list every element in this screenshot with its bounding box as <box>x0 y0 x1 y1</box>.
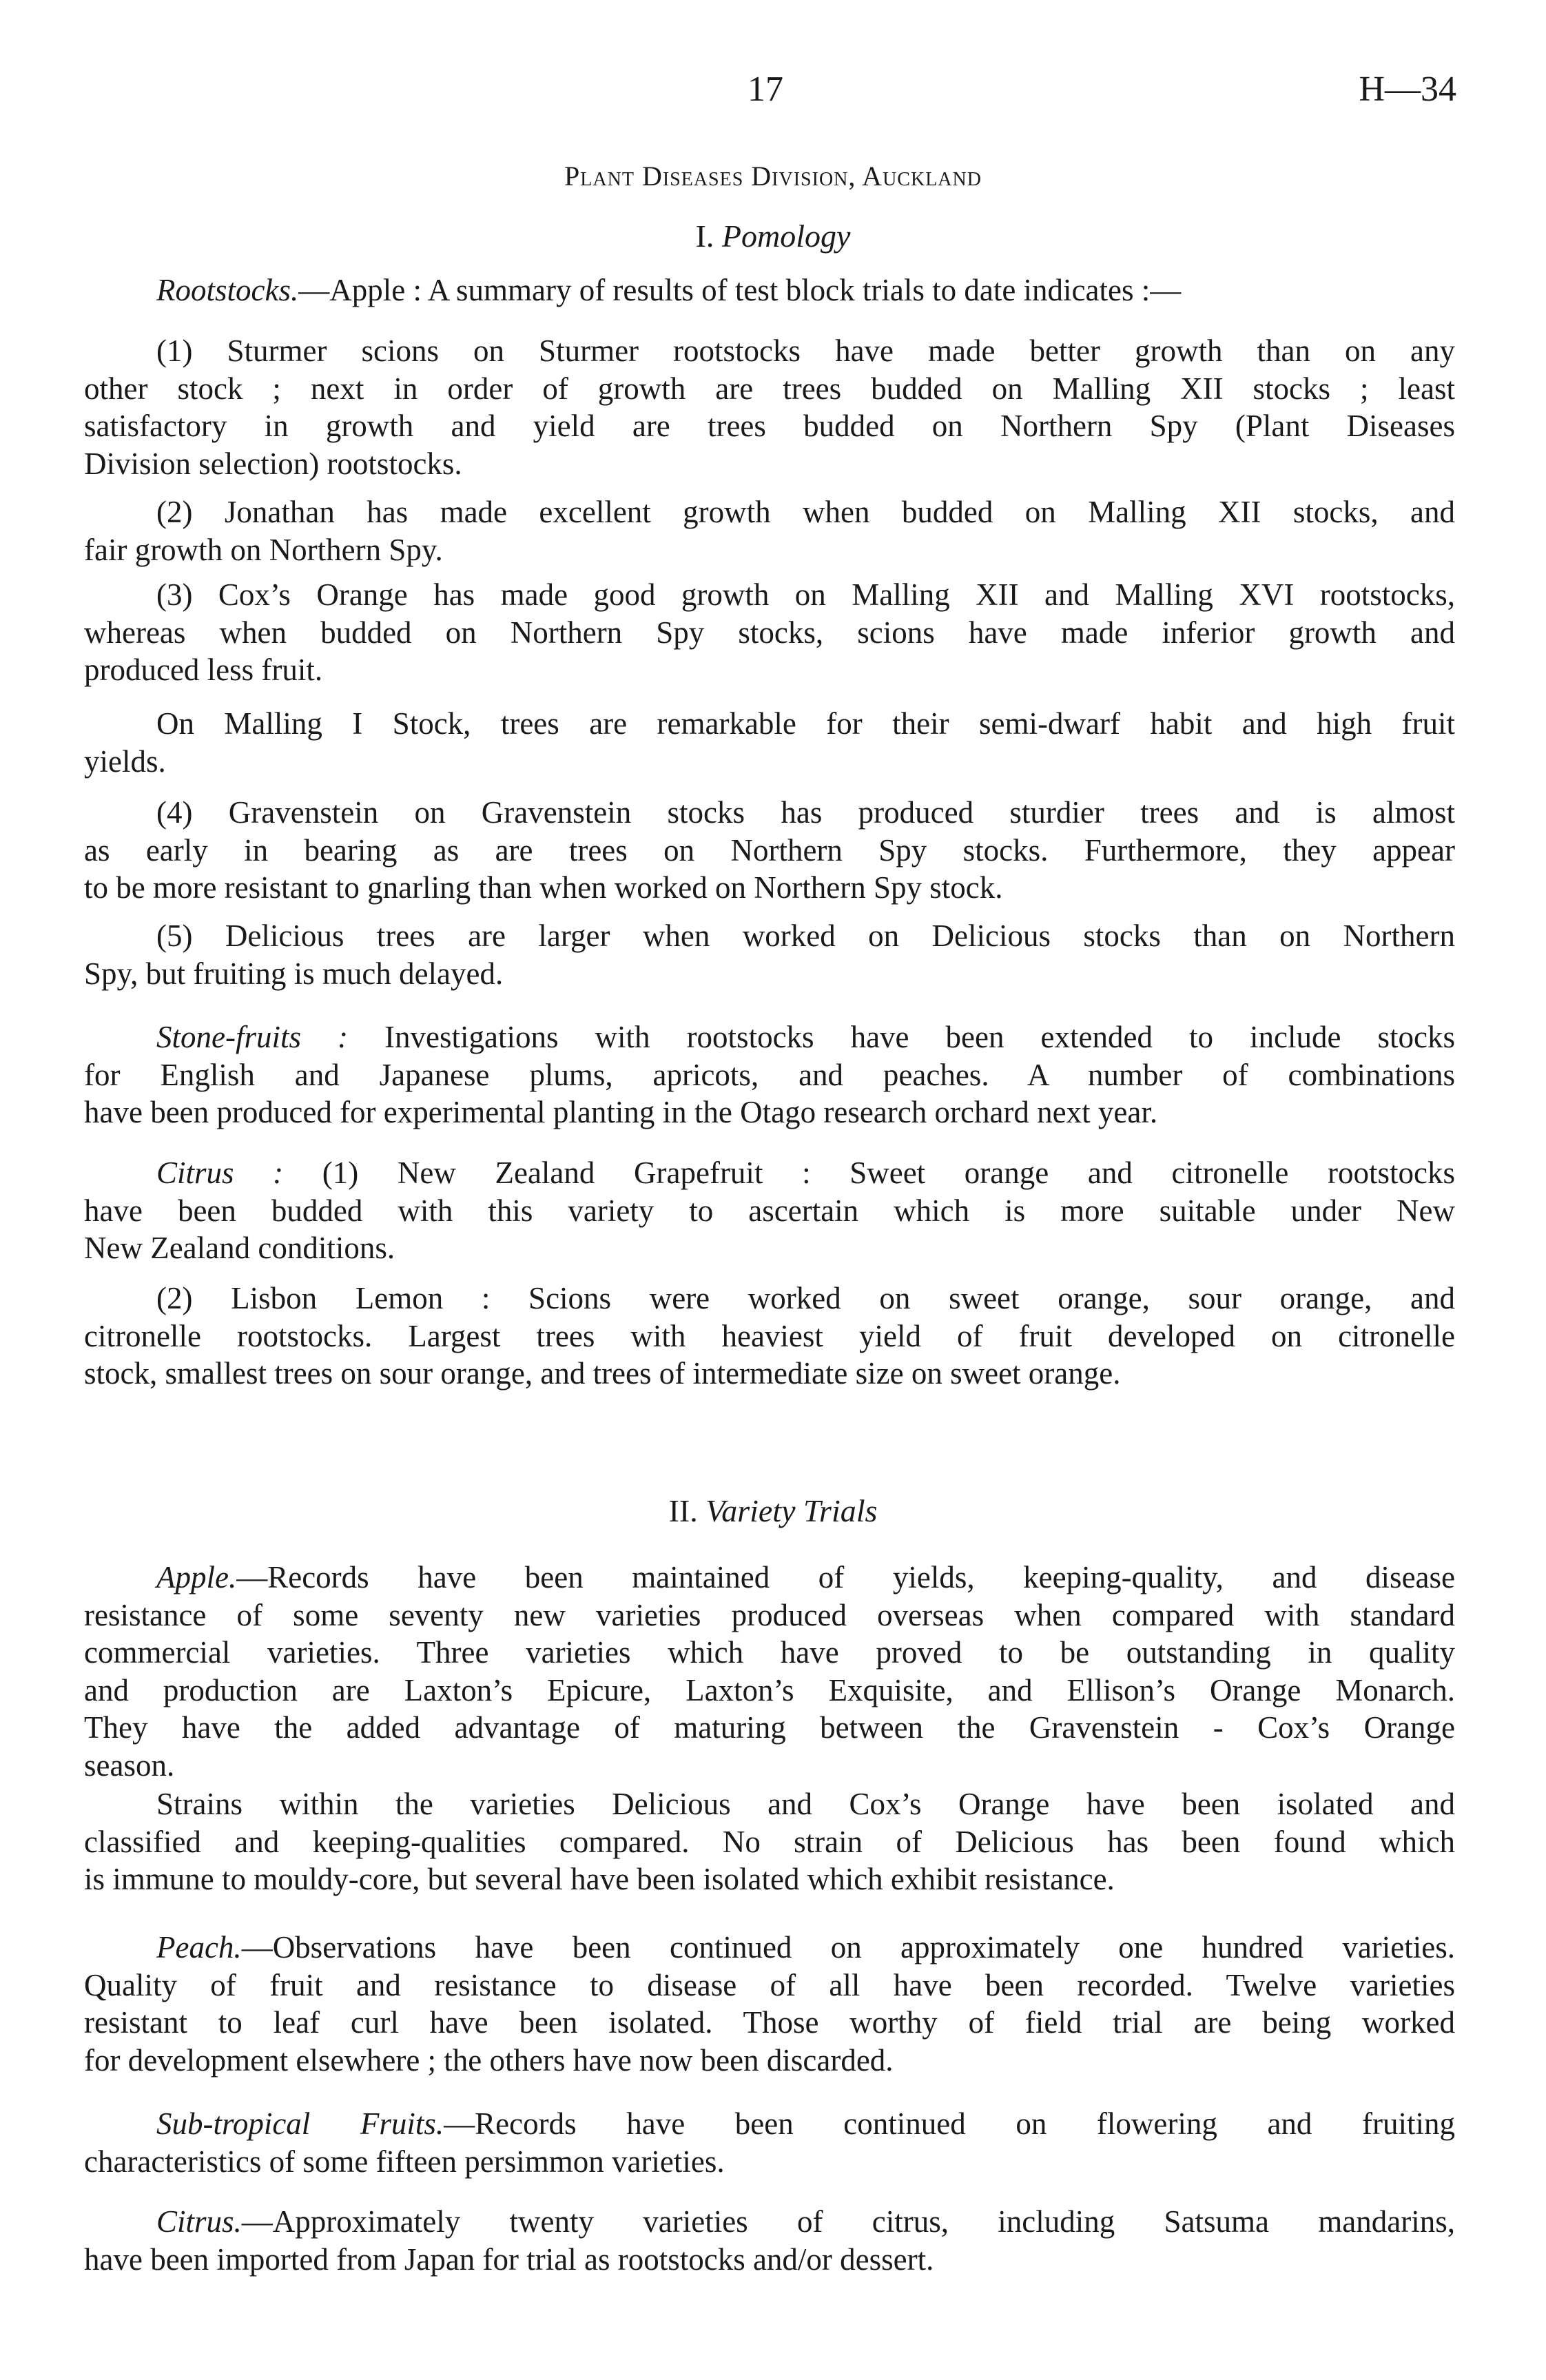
division-title: Plant Diseases Division, Auckland <box>564 161 982 192</box>
text-line <box>84 2203 1455 2241</box>
line-text: Spy, but fruiting is much delayed. <box>84 956 504 991</box>
text-line <box>84 1154 1455 1192</box>
line-text: (1) Sturmer scions on Sturmer rootstocks have made better growth than on any <box>156 334 1455 368</box>
text-line <box>84 1929 1455 1967</box>
paragraph-lead: Apple. <box>156 1560 237 1594</box>
paragraph-lead: Citrus : <box>156 1156 284 1190</box>
text-line <box>84 445 1455 483</box>
line-text: Strains within the varieties Delicious and Cox’s Orange have been isolated and <box>156 1787 1455 1821</box>
line-text: produced less fruit. <box>84 653 323 687</box>
text-line <box>84 271 1455 309</box>
line-text: —Records have been maintained of yields, keeping-quality, and disease <box>236 1560 1455 1594</box>
paragraph-lead: Sub-tropical Fruits. <box>156 2106 444 2141</box>
line-text: as early in bearing as are trees on Northern Spy stocks. Furthermore, they appear <box>84 832 1455 868</box>
line-text: They have the added advantage of maturing between the Gravenstein - Cox’s Orange <box>84 1710 1455 1745</box>
text-line <box>84 1094 1455 1131</box>
line-text: stock, smallest trees on sour orange, and trees of intermediate size on sweet orange. <box>84 1356 1121 1391</box>
text-line <box>84 1056 1455 1094</box>
text-line <box>84 2042 1455 2080</box>
text-line <box>84 2143 1455 2181</box>
paragraph <box>84 1018 1455 1131</box>
paragraph-lead: Rootstocks. <box>156 273 299 307</box>
line-text: and production are Laxton’s Epicure, Laxton’s Exquisite, and Ellison’s Orange Monarch. <box>84 1672 1455 1707</box>
line-text: (3) Cox’s Orange has made good growth on Malling XII and Malling XVI rootstocks, <box>156 577 1455 612</box>
paragraph <box>84 2203 1455 2278</box>
line-text: season. <box>84 1747 175 1783</box>
line-text: On Malling I Stock, trees are remarkable for their semi-dwarf habit and high fruit <box>156 706 1455 741</box>
line-text: resistance of some seventy new varieties produced overseas when compared with standard <box>84 1597 1455 1632</box>
text-line <box>84 705 1455 743</box>
paragraph <box>84 493 1455 568</box>
paragraph-lead: Peach. <box>156 1930 242 1964</box>
paragraph <box>84 2105 1455 2180</box>
text-line <box>84 1747 1455 1785</box>
text-line <box>84 407 1455 445</box>
text-line <box>84 2241 1455 2279</box>
text-line <box>84 1355 1455 1393</box>
line-text: whereas when budded on Northern Spy stocks, scions have made inferior growth and <box>84 615 1455 650</box>
section-numeral: I. <box>695 218 714 254</box>
line-text: have been produced for experimental planting in the Otago research orchard next year. <box>84 1095 1158 1129</box>
text-line <box>84 1018 1455 1056</box>
paragraph <box>84 1154 1455 1267</box>
line-text: characteristics of some fifteen persimmon varieties. <box>84 2144 725 2179</box>
paragraph <box>84 1929 1455 2079</box>
line-text: New Zealand conditions. <box>84 1231 395 1265</box>
line-text: is immune to mouldy-core, but several have been isolated which exhibit resistance. <box>84 1862 1115 1896</box>
text-line <box>84 1860 1455 1898</box>
paragraph-lead: Stone-fruits : <box>156 1020 349 1054</box>
line-text: fair growth on Northern Spy. <box>84 532 443 567</box>
paragraph <box>84 1785 1455 1898</box>
line-text: (5) Delicious trees are larger when worked on Delicious stocks than on Northern <box>156 919 1455 953</box>
line-text: Quality of fruit and resistance to disease of all have been recorded. Twelve varieties <box>84 1967 1455 2002</box>
line-text: (2) Lisbon Lemon : Scions were worked on sweet orange, sour orange, and <box>156 1281 1455 1315</box>
paragraph <box>84 705 1455 780</box>
line-text: —Records have been continued on flowering and fruiting <box>444 2106 1456 2141</box>
line-text: yields. <box>84 743 166 779</box>
text-line <box>84 1672 1455 1710</box>
paragraph <box>84 794 1455 907</box>
text-line <box>84 1823 1455 1861</box>
text-line <box>84 794 1455 832</box>
line-text: —Approximately twenty varieties of citrus, including Satsuma mandarins, <box>241 2204 1455 2239</box>
text-line <box>84 743 1455 781</box>
text-line <box>84 955 1455 993</box>
line-text: to be more resistant to gnarling than when worked on Northern Spy stock. <box>84 870 1003 905</box>
paragraph <box>84 332 1455 482</box>
line-text: —Observations have been continued on approximately one hundred varieties. <box>241 1930 1455 1964</box>
text-line <box>84 493 1455 531</box>
text-line <box>84 1597 1455 1634</box>
line-text: citronelle rootstocks. Largest trees with heaviest yield of fruit developed on citronelle <box>84 1318 1455 1353</box>
section-title: Pomology <box>721 218 851 254</box>
line-text: commercial varieties. Three varieties which have proved to be outstanding in quality <box>84 1635 1455 1670</box>
line-text: —Apple : A summary of results of test block trials to date indicates :— <box>298 273 1182 307</box>
document-reference: H—34 <box>1359 70 1456 109</box>
line-text: for English and Japanese plums, apricots, and peaches. A number of combinations <box>84 1057 1455 1092</box>
text-line <box>84 1192 1455 1230</box>
section-title: Variety Trials <box>705 1493 878 1528</box>
text-line <box>84 1785 1455 1823</box>
paragraph <box>84 1280 1455 1393</box>
line-text: other stock ; next in order of growth are trees budded on Malling XII stocks ; least <box>84 371 1455 406</box>
text-line <box>84 1280 1455 1317</box>
line-text: (4) Gravenstein on Gravenstein stocks has produced sturdier trees and is almost <box>156 795 1455 830</box>
section-heading-variety-trials <box>0 1492 1546 1529</box>
text-line <box>84 370 1455 408</box>
text-line <box>84 576 1455 614</box>
text-line <box>84 869 1455 907</box>
line-text: resistant to leaf curl have been isolated. Those worthy of field trial are being worked <box>84 2005 1455 2040</box>
text-line <box>84 1634 1455 1672</box>
text-line <box>84 332 1455 370</box>
text-line <box>84 1709 1455 1747</box>
line-text: satisfactory in growth and yield are trees budded on Northern Spy (Plant Diseases <box>84 409 1455 443</box>
paragraph-lead: Citrus. <box>156 2204 242 2239</box>
text-line <box>84 917 1455 955</box>
text-line <box>84 1317 1455 1355</box>
line-text: (1) New Zealand Grapefruit : Sweet orange and citronelle rootstocks <box>283 1156 1456 1190</box>
paragraph <box>84 576 1455 689</box>
paragraph <box>84 271 1455 309</box>
line-text: Investigations with rootstocks have been extended to include stocks <box>348 1020 1455 1054</box>
line-text: have been imported from Japan for trial as rootstocks and/or dessert. <box>84 2241 934 2277</box>
section-numeral: II. <box>668 1493 698 1528</box>
paragraph <box>84 1559 1455 1784</box>
line-text: Division selection) rootstocks. <box>84 446 462 481</box>
paragraph <box>84 917 1455 992</box>
text-line <box>84 1967 1455 2004</box>
line-text: have been budded with this variety to ascertain which is more suitable under New <box>84 1193 1455 1228</box>
text-line <box>84 614 1455 652</box>
text-line <box>84 531 1455 569</box>
text-line <box>84 651 1455 689</box>
page-number: 17 <box>748 70 783 109</box>
line-text: classified and keeping-qualities compared. No strain of Delicious has been found which <box>84 1824 1455 1859</box>
text-line <box>84 832 1455 870</box>
line-text: for development elsewhere ; the others have now been discarded. <box>84 2042 894 2078</box>
text-line <box>84 1559 1455 1597</box>
line-text: (2) Jonathan has made excellent growth when budded on Malling XII stocks, and <box>156 495 1455 529</box>
text-line <box>84 2004 1455 2042</box>
text-line <box>84 1229 1455 1267</box>
section-heading-pomology <box>0 218 1546 254</box>
text-line <box>84 2105 1455 2143</box>
